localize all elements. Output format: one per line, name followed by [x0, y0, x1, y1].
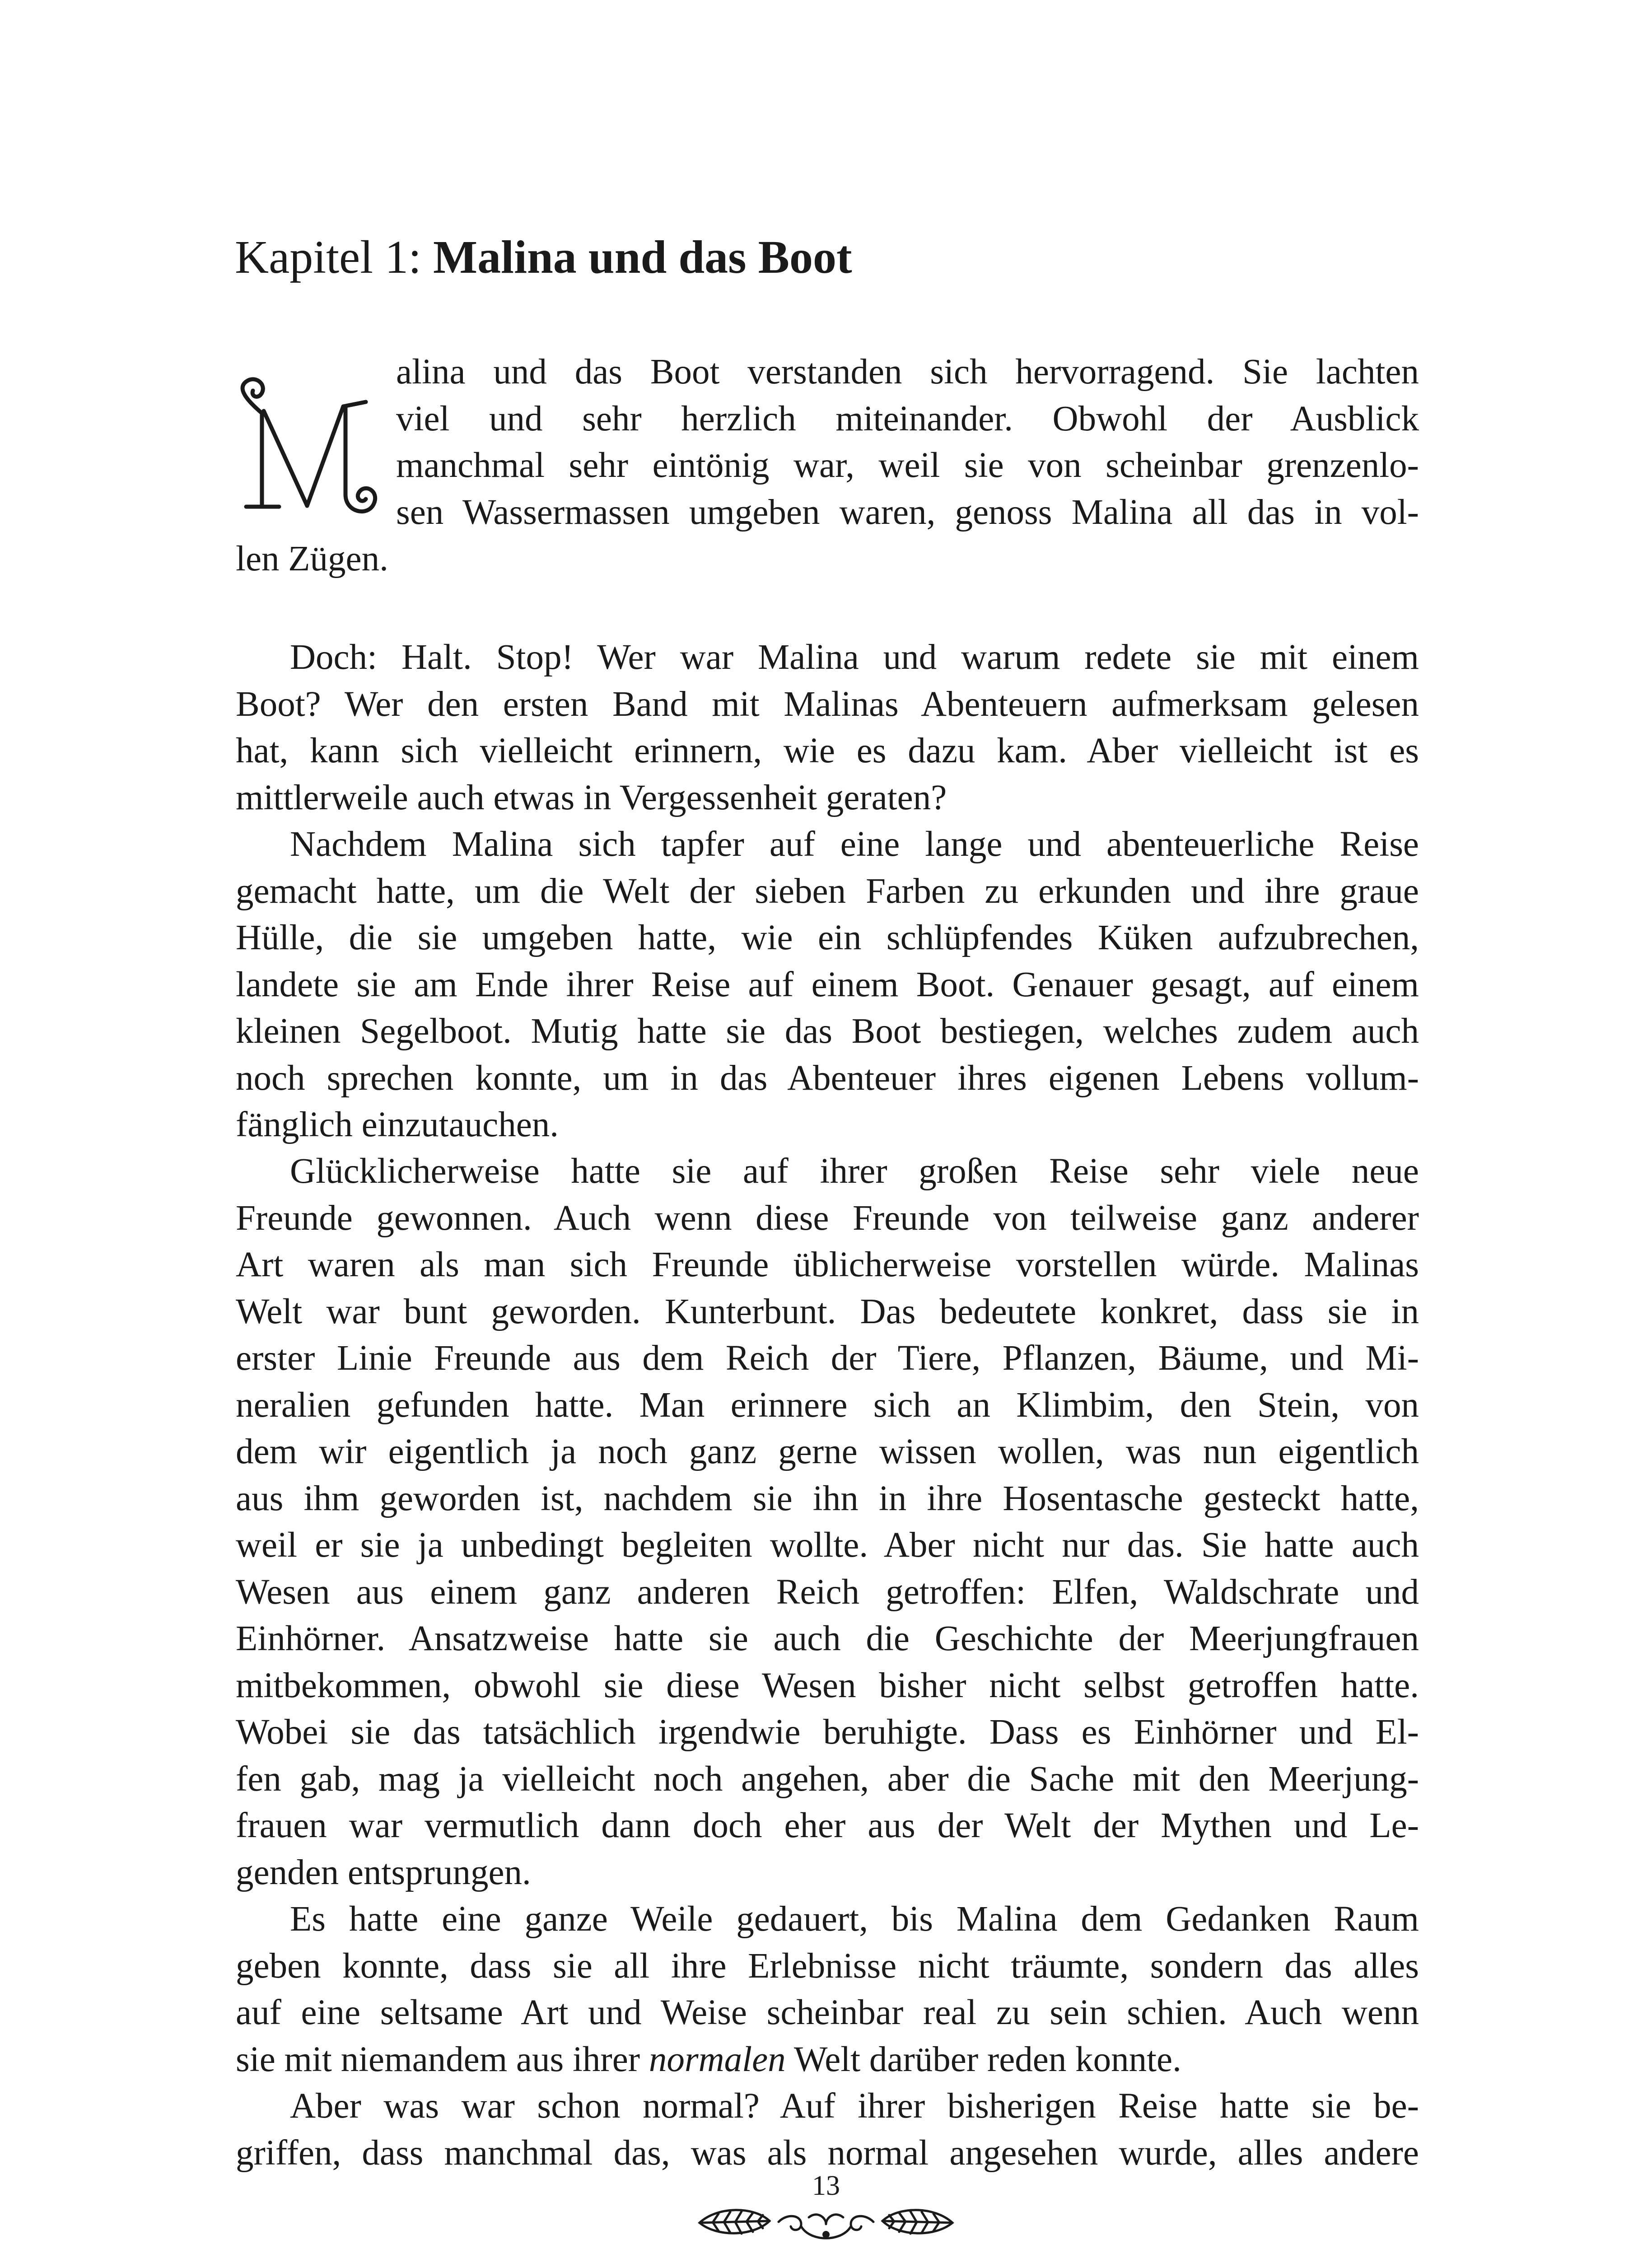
page-number: 13: [812, 2170, 840, 2201]
page-footer: [691, 2168, 961, 2258]
text-line: sen Wassermassen umgeben waren, genoss Malina all das in vol-: [396, 492, 1419, 532]
text-line: landete sie am Ende ihrer Reise auf einem Boot. Genauer gesagt, auf einem: [236, 965, 1419, 1004]
text-line: manchmal sehr eintönig war, weil sie von scheinbar grenzenlo-: [396, 446, 1419, 485]
chapter-title: Malina und das Boot: [433, 231, 852, 283]
text-line: Doch: Halt. Stop! Wer war Malina und warum redete sie mit einem: [290, 638, 1419, 677]
text-line: len Zügen.: [236, 539, 388, 578]
text-line: griffen, dass manchmal das, was als normal angesehen wurde, alles andere: [236, 2133, 1419, 2173]
text-line: Einhörner. Ansatzweise hatte sie auch die Geschichte der Meerjungfrauen: [236, 1619, 1419, 1658]
text-line: mitbekommen, obwohl sie diese Wesen bisher nicht selbst getroffen hatte.: [236, 1666, 1419, 1705]
paragraph-4: [236, 1896, 1419, 2083]
text-line: Wesen aus einem ganz anderen Reich getroffen: Elfen, Waldschrate und: [236, 1572, 1419, 1612]
text-line: Art waren als man sich Freunde üblicherweise vorstellen würde. Malinas: [236, 1245, 1419, 1284]
text-line: Wobei sie das tatsächlich irgendwie beruhigte. Dass es Einhörner und El-: [236, 1712, 1419, 1752]
text-line: geben konnte, dass sie all ihre Erlebnisse nicht träumte, sondern das alles: [236, 1946, 1419, 1986]
text-line: gemacht hatte, um die Welt der sieben Farben zu erkunden und ihre graue: [236, 871, 1419, 911]
text-line: Nachdem Malina sich tapfer auf eine lange und abenteuerliche Reise: [290, 825, 1419, 864]
text-line: kleinen Segelboot. Mutig hatte sie das Boot bestiegen, welches zudem auch: [236, 1012, 1419, 1051]
text-line: auf eine seltsame Art und Weise scheinbar real zu sein schien. Auch wenn: [236, 1993, 1419, 2032]
text-line: noch sprechen konnte, um in das Abenteuer ihres eigenen Lebens vollum-: [236, 1058, 1419, 1098]
text-line: mittlerweile auch etwas in Vergessenheit geraten?: [236, 778, 947, 817]
text-line: dem wir eigentlich ja noch ganz gerne wissen wollen, was nun eigentlich: [236, 1432, 1419, 1471]
text-line: aus ihm geworden ist, nachdem sie ihn in ihre Hosentasche gesteckt hatte,: [236, 1479, 1419, 1518]
text-line: erster Linie Freunde aus dem Reich der Tiere, Pflanzen, Bäume, und Mi-: [236, 1339, 1419, 1378]
first-paragraph: [236, 349, 1419, 583]
text-line: neralien gefunden hatte. Man erinnere sich an Klimbim, den Stein, von: [236, 1385, 1419, 1425]
text-line: hat, kann sich vielleicht erinnern, wie es dazu kam. Aber vielleicht ist es: [236, 731, 1419, 770]
text-line: Es hatte eine ganze Weile gedauert, bis Malina dem Gedanken Raum: [290, 1899, 1419, 1939]
text-line: viel und sehr herzlich miteinander. Obwohl der Ausblick: [396, 399, 1419, 439]
chapter-heading: [235, 226, 1418, 289]
text-line: Welt war bunt geworden. Kunterbunt. Das bedeutete konkret, dass sie in: [236, 1292, 1419, 1331]
paragraph-2: [236, 821, 1419, 1148]
chapter-label: Kapitel 1:: [235, 231, 434, 283]
text-fragment: Welt darüber reden konnte.: [785, 2039, 1181, 2079]
text-line: fänglich einzutauchen.: [236, 1105, 559, 1144]
paragraph-5: [236, 2083, 1419, 2176]
text-line: Glücklicherweise hatte sie auf ihrer großen Reise sehr viele neue: [290, 1152, 1419, 1191]
text-line: frauen war vermutlich dann doch eher aus der Welt der Mythen und Le-: [236, 1806, 1419, 1845]
leaf-ornament-icon: [691, 2195, 961, 2249]
text-line: alina und das Boot verstanden sich hervorragend. Sie lachten: [396, 352, 1419, 392]
text-line: genden entsprungen.: [236, 1852, 531, 1892]
text-line: Hülle, die sie umgeben hatte, wie ein schlüpfendes Küken aufzubrechen,: [236, 918, 1419, 957]
text-line: Boot? Wer den ersten Band mit Malinas Abenteuern aufmerksam gelesen: [236, 684, 1419, 724]
text-line: [236, 2036, 1419, 2083]
text-line: Aber was war schon normal? Auf ihrer bisherigen Reise hatte sie be-: [290, 2086, 1419, 2126]
text-fragment: sie mit niemandem aus ihrer: [236, 2039, 649, 2079]
text-line: Freunde gewonnen. Auch wenn diese Freunde von teilweise ganz anderer: [236, 1198, 1419, 1238]
paragraph-1: [236, 634, 1419, 821]
italic-word: normalen: [649, 2039, 786, 2079]
paragraph-3: [236, 1148, 1419, 1896]
text-line: fen gab, mag ja vielleicht noch angehen, aber die Sache mit den Meerjung-: [236, 1759, 1419, 1799]
text-line: weil er sie ja unbedingt begleiten wollte. Aber nicht nur das. Sie hatte auch: [236, 1526, 1419, 1565]
